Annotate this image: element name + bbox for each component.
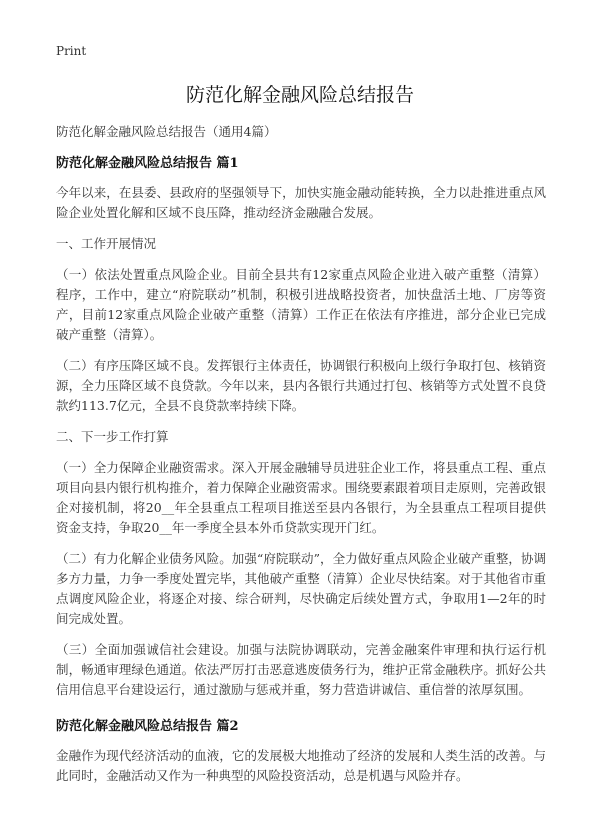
part1-heading: 防范化解金融风险总结报告 篇1	[56, 156, 239, 171]
document-body	[56, 152, 546, 797]
section2-paragraph-2: （二）有力化解企业债务风险。加强“府院联动”，全力做好重点风险企业破产重整，协调多方力量，力争一季度处置完毕，其他破产重整（清算）企业尽快结案。对于其他省市重点调度风险企业，将逐企对接、综合研判，尽快确定后续处置方式，争取用1—2年的时间完成处置。	[56, 551, 546, 626]
document-subtitle: 防范化解金融风险总结报告（通用4篇）	[56, 124, 277, 139]
section2-title: 二、下一步工作打算	[56, 429, 169, 444]
part1-intro-paragraph: 今年以来，在县委、县政府的坚强领导下，加快实施金融动能转换，全力以赴推进重点风险企业处置化解和区域不良压降，推动经济金融融合发展。	[56, 185, 546, 220]
section1-paragraph-1: （一）依法处置重点风险企业。目前全县共有12家重点风险企业进入破产重整（清算）程序，工作中，建立“府院联动”机制，积极引进战略投资者，加快盘活土地、厂房等资产，目前12家重点风险企业破产重整（清算）工作正在依法有序推进，部分企业已完成破产重整（清算）。	[56, 267, 546, 342]
section2-paragraph-1: （一）全力保障企业融资需求。深入开展金融辅导员进驻企业工作，将县重点工程、重点项目向县内银行机构推介，着力保障企业融资需求。围绕要素跟着项目走原则，完善政银企对接机制，将20__年全县重点工程项目推送至县内各银行，为全县重点工程项目提供资金支持，争取20__年一季度全县本外币贷款实现开门红。	[56, 460, 546, 535]
section1-title: 一、工作开展情况	[56, 236, 157, 251]
part2-heading: 防范化解金融风险总结报告 篇2	[56, 719, 239, 734]
part2-intro-paragraph: 金融作为现代经济活动的血液，它的发展极大地推动了经济的发展和人类生活的改善。与此同时，金融活动又作为一种典型的风险投资活动，总是机遇与风险并存。	[56, 748, 546, 783]
print-link[interactable]: Print	[56, 44, 87, 58]
document-title: 防范化解金融风险总结报告	[185, 84, 414, 106]
section2-paragraph-3: （三）全面加强诚信社会建设。加强与法院协调联动，完善金融案件审理和执行运行机制，畅通审理绿色通道。依法严厉打击恶意逃废债务行为，维护正常金融秩序。抓好公共信用信息平台建设运行，通过激励与惩戒并重，努力营造讲诚信、重信誉的浓厚氛围。	[56, 642, 546, 697]
section1-paragraph-2: （二）有序压降区域不良。发挥银行主体责任，协调银行积极向上级行争取打包、核销资源，全力压降区域不良贷款。今年以来，县内各银行共通过打包、核销等方式处置不良贷款约113.7亿元，全县不良贷款率持续下降。	[56, 358, 546, 413]
